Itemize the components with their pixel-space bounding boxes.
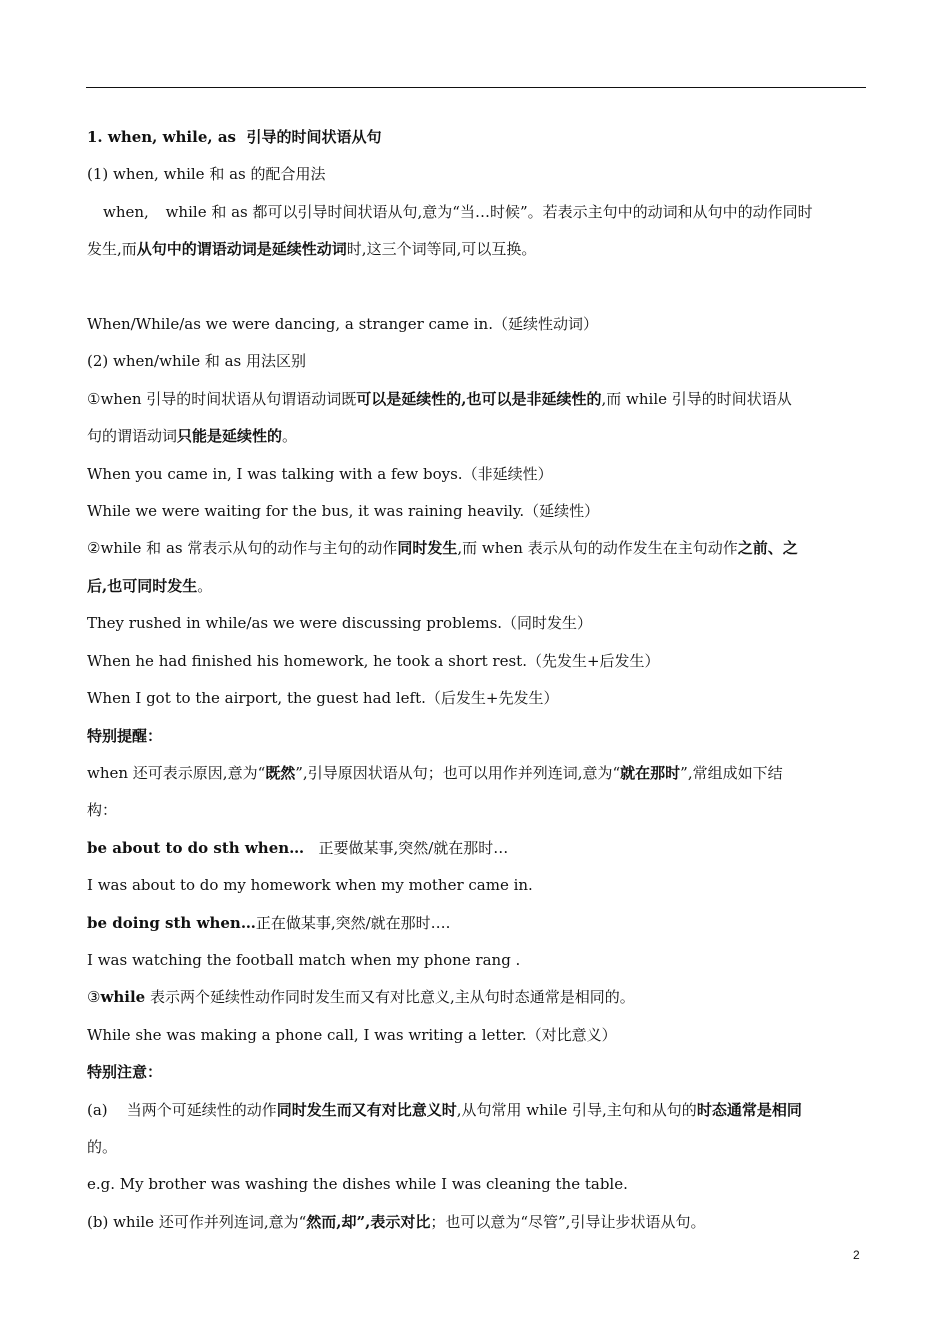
paragraph-line [87,194,865,231]
text-span: 正在做某事,突然/就在那时…. [255,913,451,932]
example-sentence: e.g. My brother was washing the dishes while I was cleaning the table. [87,1175,628,1194]
text-span: 当两个可延续性的动作 [126,1100,277,1119]
heading-number: 1. [87,128,103,146]
paragraph-line [87,979,865,1016]
text-span: 。 [197,576,213,595]
text-span: 发生,而 [87,240,137,259]
example-sentence: When he had finished his homework, he took a short rest.（先发生+后发生） [87,651,660,670]
example-sentence: I was about to do my homework when my mother came in. [87,876,533,895]
example-sentence: They rushed in while/as we were discussing problems.（同时发生） [87,614,593,633]
note-title [87,1054,865,1091]
text-span: (b) while 还可作并列连词,意为“ [87,1212,307,1231]
bold-text: 同时发生 [397,539,458,558]
reminder-title [87,718,865,755]
bold-text: 同时发生而又有对比意义时 [276,1100,457,1119]
example-sentence: When/While/as we were dancing, a stranger came in.（延续性动词） [87,315,598,334]
structure-line [87,905,865,942]
text-span: 。 [282,427,298,446]
bold-text: 就在那时 [620,763,681,782]
bold-text: 只能是延续性的 [177,427,283,446]
header-rule [86,87,866,88]
paragraph-line [87,530,865,567]
bold-text: 特别注意： [87,1063,163,1082]
bold-text: be about to do sth when… [87,838,305,857]
paragraph-line [87,755,865,792]
example-sentence: I was watching the football match when my phone rang . [87,950,521,969]
subsection-title-1: (1) when, while 和 as 的配合用法 [87,165,326,184]
text-span: while 和 as 都可以引导时间状语从句,意为“当…时候”。若表示主句中的动词和从句中的动作同时 [165,202,813,221]
text-span: ③ [87,988,101,1007]
paragraph-line [87,381,865,418]
document-body [87,119,865,1241]
text-span: ,而 while 引导的时间状语从 [601,389,792,408]
bold-text: 既然 [265,763,296,782]
bold-text: be doing sth when… [87,913,256,932]
bold-text: 时态通常是相同 [696,1100,802,1119]
text-span: when, [103,202,149,221]
bold-text: 后,也可同时发生 [87,576,198,595]
paragraph-line: 的。 [87,1137,118,1156]
example-sentence: When I got to the airport, the guest had left.（后发生+先发生） [87,689,559,708]
section-heading [87,119,865,156]
bold-text: 特别提醒： [87,726,163,745]
page-number: 2 [853,1248,860,1262]
heading-chinese: 引导的时间状语从句 [246,128,382,146]
subsection-title-2: (2) when/while 和 as 用法区别 [87,352,307,371]
paragraph-line [87,1204,865,1241]
text-span: ,从句常用 while 引导,主句和从句的 [456,1100,697,1119]
text-span: when 还可表示原因,意为“ [87,763,266,782]
text-span: ”,常组成如下结 [680,763,783,782]
text-span: 句的谓语动词 [87,427,178,446]
paragraph-line [87,1092,865,1129]
text-span: ①when 引导的时间状语从句谓语动词既 [87,389,357,408]
paragraph-line [87,231,865,268]
text-span: 表示两个延续性动作同时发生而又有对比意义,主从句时态通常是相同的。 [150,988,635,1007]
paragraph-line [87,568,865,605]
heading-latin: when, while, as [107,128,236,146]
example-sentence: While she was making a phone call, I was writing a letter.（对比意义） [87,1025,617,1044]
paragraph-line: 构： [87,801,118,820]
text-span: ,而 when 表示从句的动作发生在主句动作 [457,539,738,558]
bold-text: 从句中的谓语动词是延续性动词 [136,240,347,259]
text-span: ；也可以意为“尽管”,引导让步状语从句。 [430,1212,706,1231]
text-span: ”,引导原因状语从句；也可以用作并列连词,意为“ [295,763,621,782]
text-span: ②while 和 as 常表示从句的动作与主句的动作 [87,539,398,558]
bold-text: 然而,却”,表示对比 [306,1212,431,1231]
text-span: 时,这三个词等同,可以互换。 [346,240,537,259]
bold-text: while [100,988,146,1007]
text-span: (a) [87,1100,108,1119]
bold-text: 可以是延续性的,也可以是非延续性的 [356,389,602,408]
structure-line [87,830,865,867]
paragraph-line [87,418,865,455]
text-span: 正要做某事,突然/就在那时… [318,838,509,857]
blank-line [87,269,865,306]
example-sentence: When you came in, I was talking with a few boys.（非延续性） [87,464,553,483]
example-sentence: While we were waiting for the bus, it was raining heavily.（延续性） [87,502,600,521]
bold-text: 之前、之 [737,539,798,558]
